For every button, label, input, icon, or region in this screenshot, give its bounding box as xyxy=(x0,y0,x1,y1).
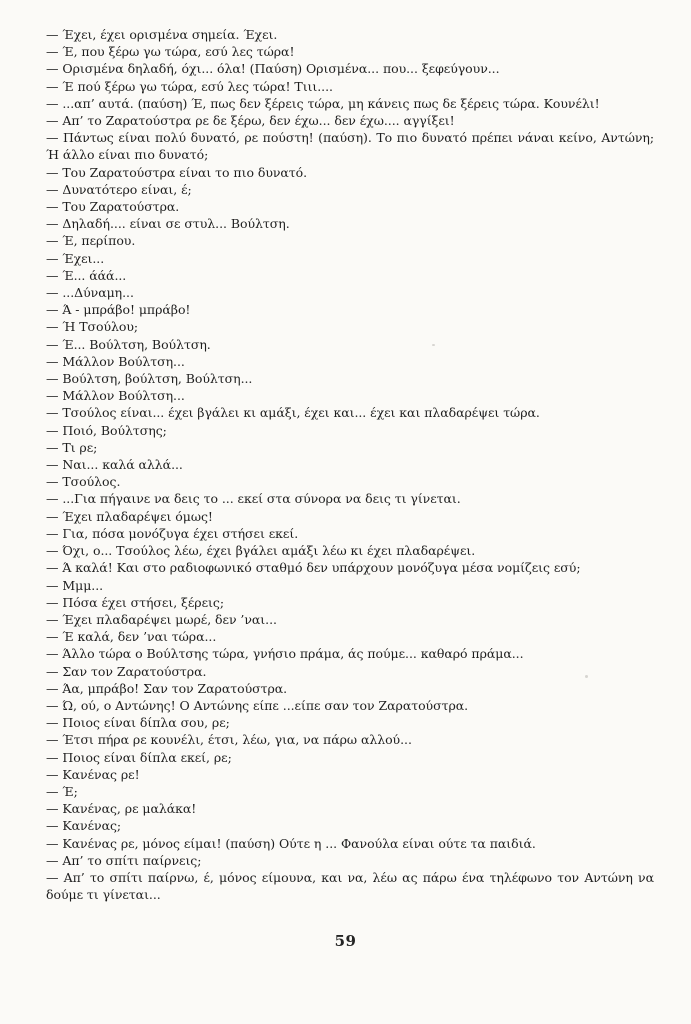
dialogue-line: — Έχει πλαδαρέψει όμως! xyxy=(46,508,213,524)
dialogue-line: — Τσούλος. xyxy=(46,474,121,490)
dialogue-line: — Έ πού ξέρω γω τώρα, εσύ λες τώρα! Τιιι.... xyxy=(46,78,333,94)
dialogue-line: — Του Ζαρατούστρα είναι το πιο δυνατό. xyxy=(46,164,308,180)
dialogue-line: — Ή Τσούλου; xyxy=(46,319,139,335)
dialogue-line: — Βούλτση, βούλτση, Βούλτση... xyxy=(46,371,253,387)
scan-speck xyxy=(585,675,588,678)
dialogue-line: — Έχει... xyxy=(46,250,105,266)
dialogue-line: — Σαν τον Ζαρατούστρα. xyxy=(46,663,207,679)
dialogue-line: — ...απ’ αυτά. (παύση) Έ, πως δεν ξέρεις τώρα, μη κάνεις πως δε ξέρεις τώρα. Κουνέλι! xyxy=(46,95,600,111)
dialogue-line: — Ά καλά! Και στο ραδιοφωνικό σταθμό δεν υπάρχουν μονόζυγα μέσα νομίζεις εσύ; xyxy=(46,560,581,576)
dialogue-line: — Όχι, ο... Τσούλος λέω, έχει βγάλει αμάξι λέω κι έχει πλαδαρέψει. xyxy=(46,543,476,559)
dialogue-line: — Πόσα έχει στήσει, ξέρεις; xyxy=(46,594,224,610)
dialogue-line: — Ποιος είναι δίπλα εκεί, ρε; xyxy=(46,749,232,765)
dialogue-line: — Για, πόσα μονόζυγα έχει στήσει εκεί. xyxy=(46,525,299,541)
dialogue-line: — Έχει, έχει ορισμένα σημεία. Έχει. xyxy=(46,27,278,42)
page-number: 59 xyxy=(334,932,357,950)
dialogue-line: — Κανένας ρε, μόνος είμαι! (παύση) Ούτε η ... Φανούλα είναι ούτε τα παιδιά. xyxy=(46,835,536,851)
dialogue-line: — Κανένας, ρε μαλάκα! xyxy=(46,801,197,817)
dialogue-line: — Τι ρε; xyxy=(46,439,98,455)
dialogue-line: — Άλλο τώρα ο Βούλτσης τώρα, γνήσιο πράμα, άς πούμε... καθαρό πράμα... xyxy=(46,646,524,662)
dialogue-line: — Κανένας ρε! xyxy=(46,766,140,782)
dialogue-line: — Ποιό, Βούλτσης; xyxy=(46,422,167,438)
dialogue-line: — Τσούλος είναι... έχει βγάλει κι αμάξι, έχει και... έχει και πλαδαρέψει τώρα. xyxy=(46,405,540,421)
dialogue-line: — Πάντως είναι πολύ δυνατό, ρε πούστη! (παύση). Το πιο δυνατό πρέπει νάναι κείνο, Αντώνη; Ή άλλο είναι πιο δυνατό; xyxy=(46,130,654,163)
dialogue-line: — Έ... άάά... xyxy=(46,267,127,283)
dialogue-text xyxy=(46,26,654,903)
dialogue-line: — Απ’ το σπίτι παίρνω, έ, μόνος είμουνα, και να, λέω ας πάρω ένα τηλέφωνο τον Αντώνη να δούμε τι γίνεται... xyxy=(46,869,654,903)
dialogue-line: — ...Δύναμη... xyxy=(46,285,134,301)
dialogue-line: — Έτσι πήρα ρε κουνέλι, έτσι, λέω, για, να πάρω αλλού... xyxy=(46,732,412,748)
dialogue-line: — Ποιος είναι δίπλα σου, ρε; xyxy=(46,715,230,731)
dialogue-line: — Απ’ το Ζαρατούστρα ρε δε ξέρω, δεν έχω... δεν έχω.... αγγίξει! xyxy=(46,113,455,129)
dialogue-line: — Μμμ... xyxy=(46,577,104,593)
dialogue-line: — Δυνατότερο είναι, έ; xyxy=(46,181,192,197)
dialogue-line: — Έχει πλαδαρέψει μωρέ, δεν ’ναι... xyxy=(46,611,277,627)
dialogue-line: — Ναι... καλά αλλά... xyxy=(46,457,183,473)
dialogue-line: — Έ, περίπου. xyxy=(46,233,136,249)
dialogue-line: — Ώ, ού, ο Αντώνης! Ο Αντώνης είπε ...είπε σαν τον Ζαρατούστρα. xyxy=(46,697,469,713)
dialogue-line: — Ά - μπράβο! μπράβο! xyxy=(46,302,191,318)
dialogue-line: — Έ; xyxy=(46,783,78,799)
dialogue-line: — Έ καλά, δεν ’ναι τώρα... xyxy=(46,629,217,645)
dialogue-line: — Απ’ το σπίτι παίρνεις; xyxy=(46,852,202,868)
dialogue-line: — ...Για πήγαινε να δεις το ... εκεί στα σύνορα να δεις τι γίνεται. xyxy=(46,491,461,507)
dialogue-line: — Δηλαδή.... είναι σε στυλ... Βούλτση. xyxy=(46,216,290,232)
dialogue-line: — Ορισμένα δηλαδή, όχι... όλα! (Παύση) Ορισμένα... που... ξεφεύγουν... xyxy=(46,61,500,77)
dialogue-line: — Κανένας; xyxy=(46,818,122,834)
dialogue-line: — Άα, μπράβο! Σαν τον Ζαρατούστρα. xyxy=(46,680,288,696)
dialogue-line: — Μάλλον Βούλτση... xyxy=(46,353,185,369)
dialogue-line: — Έ, που ξέρω γω τώρα, εσύ λες τώρα! xyxy=(46,44,295,60)
scan-speck xyxy=(432,344,435,346)
dialogue-line: — Μάλλον Βούλτση... xyxy=(46,388,185,404)
dialogue-line: — Του Ζαρατούστρα. xyxy=(46,199,180,215)
dialogue-line: — Έ... Βούλτση, Βούλτση. xyxy=(46,336,211,352)
